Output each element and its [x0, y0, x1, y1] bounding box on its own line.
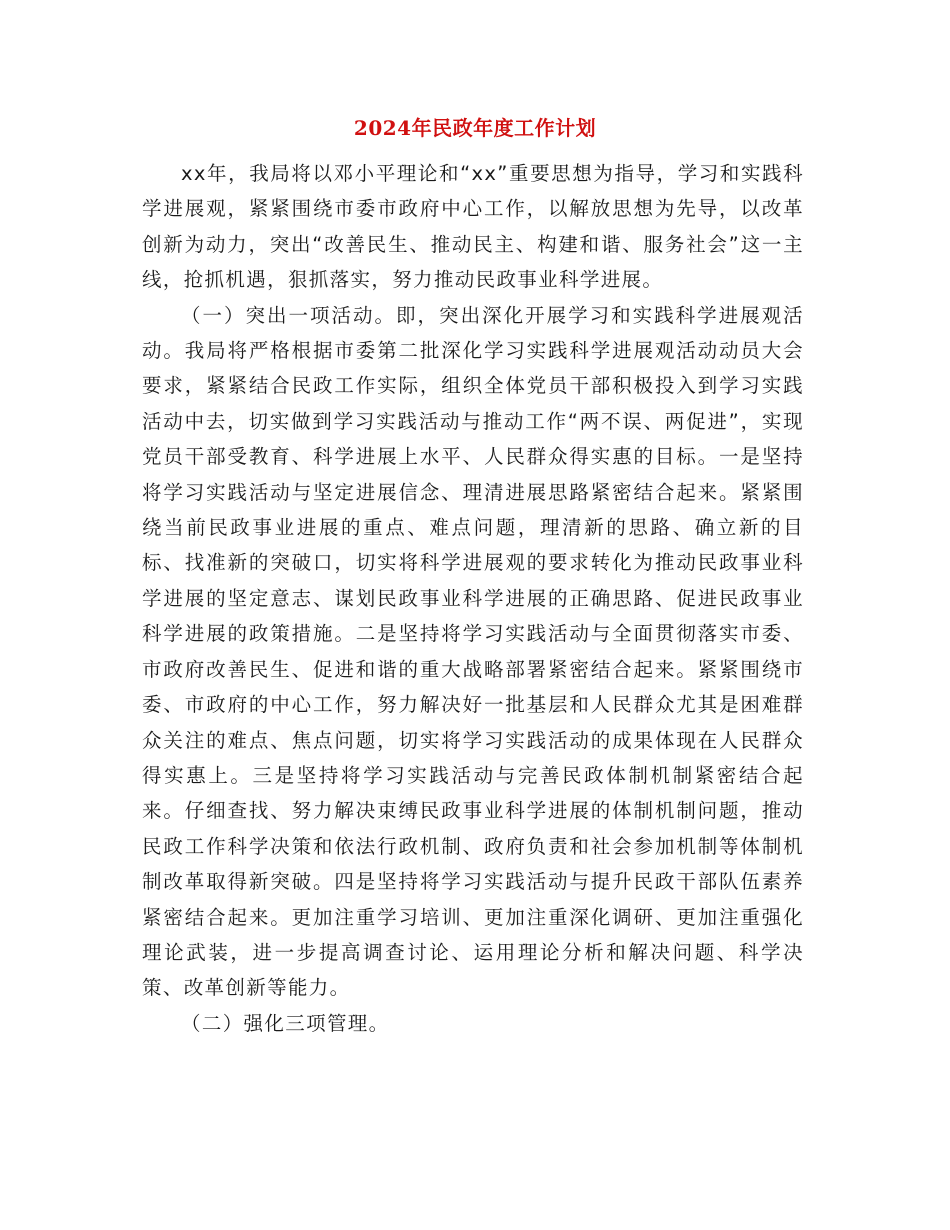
document-body — [142, 156, 804, 1041]
paragraph-section-1: （一）突出一项活动。即，突出深化开展学习和实践科学进展观活动。我局将严格根据市委第二批深化学习实践科学进展观活动动员大会要求，紧紧结合民政工作实际，组织全体党员干部积极投入到学习实践活动中去，切实做到学习实践活动与推动工作“两不误、两促进”，实现党员干部受教育、科学进展上水平、人民群众得实惠的目标。一是坚持将学习实践活动与坚定进展信念、理清进展思路紧密结合起来。紧紧围绕当前民政事业进展的重点、难点问题，理清新的思路、确立新的目标、找准新的突破口，切实将科学进展观的要求转化为推动民政事业科学进展的坚定意志、谋划民政事业科学进展的正确思路、促进民政事业科学进展的政策措施。二是坚持将学习实践活动与全面贯彻落实市委、市政府改善民生、促进和谐的重大战略部署紧密结合起来。紧紧围绕市委、市政府的中心工作，努力解决好一批基层和人民群众尤其是困难群众关注的难点、焦点问题，切实将学习实践活动的成果体现在人民群众得实惠上。三是坚持将学习实践活动与完善民政体制机制紧密结合起来。仔细查找、努力解决束缚民政事业科学进展的体制机制问题，推动民政工作科学决策和依法行政机制、政府负责和社会参加机制等体制机制改革取得新突破。四是坚持将学习实践活动与提升民政干部队伍素养紧密结合起来。更加注重学习培训、更加注重深化调研、更加注重强化理论武装，进一步提高调查讨论、运用理论分析和解决问题、科学决策、改革创新等能力。 — [142, 303, 804, 1000]
paragraph-section-2-heading: （二）强化三项管理。 — [181, 1011, 390, 1035]
paragraph-intro: xx年，我局将以邓小平理论和“xx”重要思想为指导，学习和实践科学进展观，紧紧围绕市委市政府中心工作，以解放思想为先导，以改革创新为动力，突出“改善民生、推动民主、构建和谐、服务社会”这一主线，抢抓机遇，狠抓落实，努力推动民政事业科学进展。 — [142, 162, 804, 292]
document-title: 2024年民政年度工作计划 — [353, 116, 597, 140]
